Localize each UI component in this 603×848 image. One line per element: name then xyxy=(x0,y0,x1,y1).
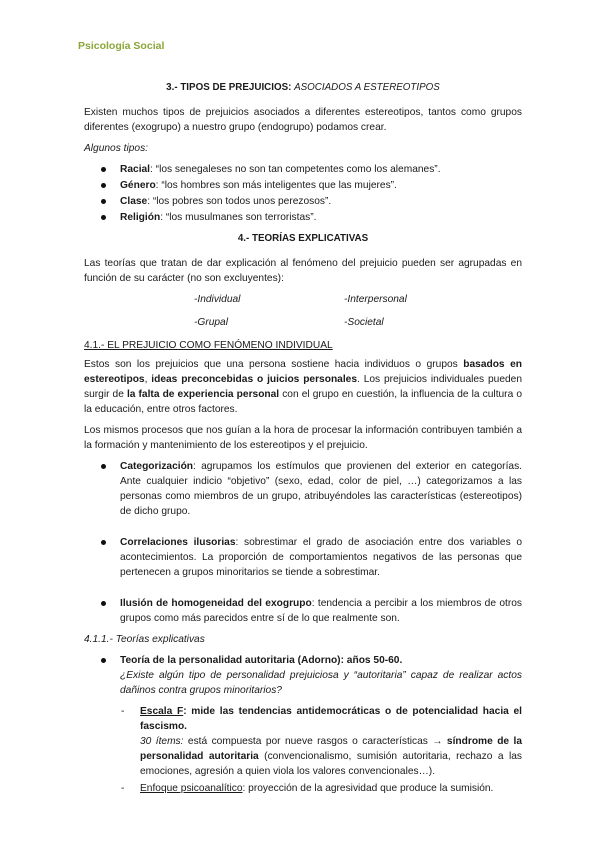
section-4-1-1-title: 4.1.1.- Teorías explicativas xyxy=(84,634,205,645)
category-interpersonal: -Interpersonal xyxy=(344,294,407,305)
section-3-title: 3.- TIPOS DE PREJUICIOS: ASOCIADOS A ESTEREOTIPOS xyxy=(166,82,440,93)
theory-details-list xyxy=(104,704,522,796)
list-item: - Escala F: mide las tendencias antidemocráticas o de potencialidad hacia el fascismo. 30 ítems: está compuesta por nueve rasgos o características → síndrome de la personalidad autoritaria (convencionalismo, sumisión autoritaria, rechazo a las emociones, agresión a quien viola los valores convencionales…). xyxy=(121,706,522,777)
section-4-title: 4.- TEORÍAS EXPLICATIVAS xyxy=(237,233,369,244)
list-item: Racial: “los senegaleses no son tan competentes como los alemanes”. xyxy=(84,162,522,177)
cognitive-processes-list xyxy=(84,459,522,626)
bullet-icon xyxy=(101,183,106,188)
list-item: Género: “los hombres son más inteligentes que las mujeres”. xyxy=(84,178,522,193)
dash-marker: - xyxy=(121,783,125,794)
section-4-1-paragraph-2: Los mismos procesos que nos guían a la hora de procesar la información contribuyen también a la formación y mantenimiento de los estereotipos y el prejuicio. xyxy=(84,425,522,451)
theories-list xyxy=(84,653,522,698)
bullet-icon xyxy=(101,601,106,606)
list-item: Categorización: agrupamos los estímulos que provienen del exterior en categorías. Ante cualquier indicio “objetivo” (sexo, edad, color de piel, …) categorizamos a las personas como miembros de un grupo, atribuyéndoles las características (estereotipos) de dicho grupo. xyxy=(84,459,522,519)
section-4-1-title: 4.1.- EL PREJUICIO COMO FENÓMENO INDIVIDUAL xyxy=(84,340,333,351)
page-content xyxy=(84,80,522,798)
section-4-intro: Las teorías que tratan de dar explicación al fenómeno del prejuicio pueden ser agrupadas en función de su carácter (no son excluyentes): xyxy=(84,258,522,284)
list-item: Correlaciones ilusorias: sobrestimar el grado de asociación entre dos variables o acontecimientos. La proporción de comportamientos negativos de las personas que pertenecen a grupos minoritarios se tiende a sobrestimar. xyxy=(84,535,522,580)
bullet-icon xyxy=(101,658,106,663)
list-item: - Enfoque psicoanalítico: proyección de la agresividad que produce la sumisión. xyxy=(121,783,494,794)
section-4-1-paragraph-1: Estos son los prejuicios que una persona sostiene hacia individuos o grupos basados en estereotipos, ideas preconcebidas o juicios personales. Los prejuicios individuales pueden surgir de la falta de experiencia personal con el grupo en cuestión, la influencia de la cultura o la educación, entre otros factores. xyxy=(84,359,522,415)
category-individual: -Individual xyxy=(194,294,241,305)
list-item: Religión: “los musulmanes son terroristas”. xyxy=(84,210,522,225)
categories-row-2 xyxy=(84,315,522,330)
list-item: Teoría de la personalidad autoritaria (Adorno): años 50-60. ¿Existe algún tipo de personalidad prejuiciosa y “autoritaria” capaz de realizar actos dañinos contra grupos minoritarios? xyxy=(84,653,522,698)
bullet-icon xyxy=(101,464,106,469)
list-item: Ilusión de homogeneidad del exogrupo: tendencia a percibir a los miembros de otros grupos como más parecidos entre sí de lo que realmente son. xyxy=(84,596,522,626)
bullet-icon xyxy=(101,215,106,220)
bullet-icon xyxy=(101,199,106,204)
section-3-intro: Existen muchos tipos de prejuicios asociados a diferentes estereotipos, tantos como grupos diferentes (exogrupo) a nuestro grupo (endogrupo) podamos crear. xyxy=(84,107,522,133)
dash-marker: - xyxy=(121,706,125,717)
running-header: Psicología Social xyxy=(78,40,165,52)
types-label: Algunos tipos: xyxy=(84,143,148,154)
bullet-icon xyxy=(101,540,106,545)
category-societal: -Societal xyxy=(344,317,384,328)
bullet-icon xyxy=(101,167,106,172)
categories-row-1 xyxy=(84,292,522,307)
category-grupal: -Grupal xyxy=(194,317,228,328)
list-item: Clase: “los pobres son todos unos perezosos”. xyxy=(84,194,522,209)
prejudice-types-list xyxy=(84,162,522,225)
theory-question: ¿Existe algún tipo de personalidad prejuiciosa y “autoritaria” capaz de realizar actos dañinos contra grupos minoritarios? xyxy=(120,670,522,696)
